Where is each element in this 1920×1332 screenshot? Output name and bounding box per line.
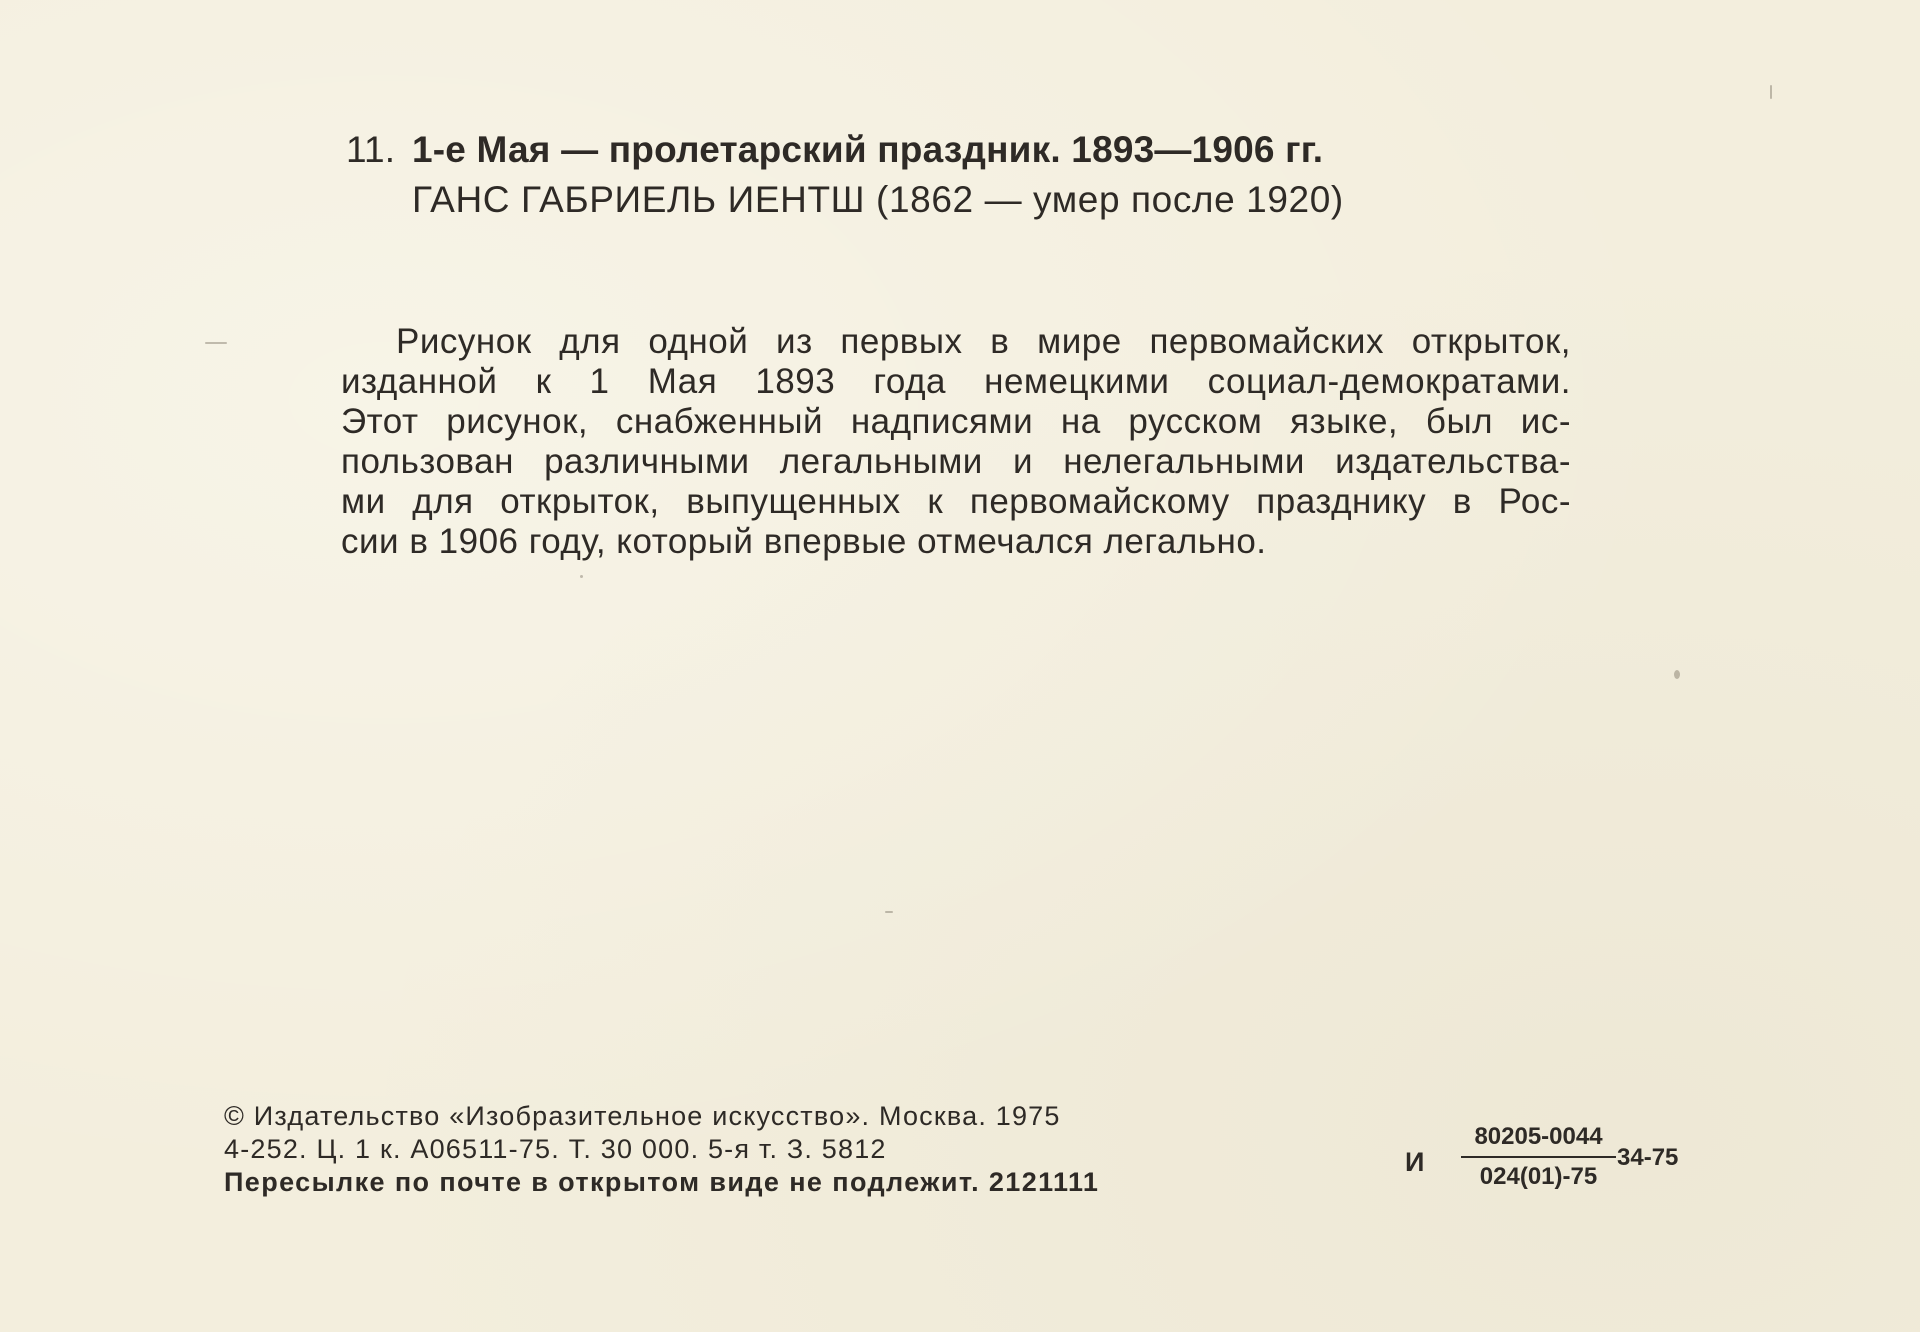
description-line: изданной к 1 Мая 1893 года немецкими социал-демократами.	[341, 362, 1571, 401]
caption-header	[346, 125, 1546, 225]
imprint-publisher: © Издательство «Изобразительное искусство». Москва. 1975	[224, 1101, 1061, 1131]
title-line	[346, 125, 1546, 175]
description-line: сии в 1906 году, который впервые отмечался легально.	[341, 522, 1267, 561]
author-name: ГАНС ГАБРИЕЛЬ ИЕНТШ (1862 — умер после 1920)	[412, 179, 1344, 220]
paper-speck	[205, 342, 227, 344]
index-numerator: 80205-0044	[1461, 1122, 1616, 1158]
index-fraction	[1461, 1122, 1616, 1192]
description-line: пользован различными легальными и нелегальными издательства-	[341, 442, 1571, 481]
description-line: Этот рисунок, снабженный надписями на русском языке, был ис-	[341, 402, 1571, 441]
paper-speck	[885, 911, 893, 913]
index-code	[1405, 1122, 1705, 1202]
paper-speck	[580, 575, 583, 578]
publisher-imprint	[224, 1100, 1274, 1199]
paper-speck	[1770, 85, 1772, 99]
description-line: Рисунок для одной из первых в мире первомайских открыток,	[396, 322, 1571, 361]
card-title: 1-е Мая — пролетарский праздник. 1893—1906 гг.	[412, 129, 1324, 170]
index-suffix: 34-75	[1617, 1144, 1679, 1171]
card-number: 11.	[346, 129, 396, 170]
index-denominator: 024(01)-75	[1479, 1163, 1598, 1190]
imprint-print-details: 4-252. Ц. 1 к. А06511-75. Т. 30 000. 5-я т. З. 5812	[224, 1134, 887, 1164]
description-line: ми для открыток, выпущенных к первомайскому празднику в Рос-	[341, 482, 1571, 521]
paper-speck	[1674, 670, 1680, 679]
index-letter: И	[1405, 1147, 1425, 1177]
imprint-postal-note: Пересылке по почте в открытом виде не подлежит. 2121111	[224, 1167, 1100, 1197]
description-paragraph	[341, 322, 1571, 562]
